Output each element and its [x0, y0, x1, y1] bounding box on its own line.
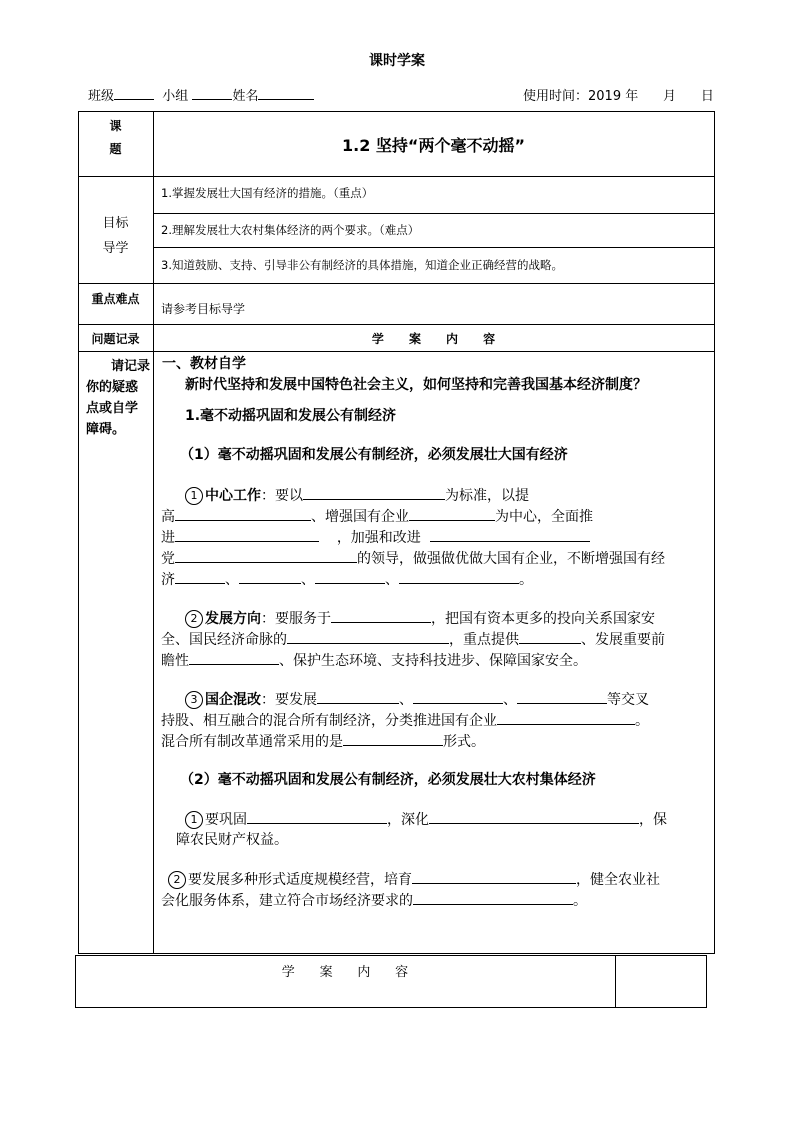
- footer-table-divider: [615, 955, 616, 1007]
- soe-reform-line-2: [161, 709, 649, 730]
- text: 形式。: [443, 734, 485, 750]
- fill-blank[interactable]: [239, 568, 301, 584]
- table-border-right: [714, 111, 715, 953]
- topic-title: 1.2 坚持“两个毫不动摇”: [342, 136, 525, 155]
- table-border-top: [78, 111, 715, 112]
- central-work-line-1: [185, 484, 529, 505]
- circled-number: 2: [185, 610, 203, 628]
- class-label: 班级: [88, 89, 115, 104]
- direction-line-2: [161, 628, 665, 649]
- central-work-line-5: [161, 568, 533, 589]
- footer-table-top: [75, 955, 707, 956]
- central-work-heading: 中心工作: [205, 488, 261, 504]
- subsection-heading: （2）毫不动摇巩固和发展公有制经济，必须发展壮大农村集体经济: [180, 772, 596, 788]
- fill-blank[interactable]: [413, 688, 503, 704]
- fill-blank[interactable]: [247, 808, 387, 824]
- table-rule: [78, 351, 715, 352]
- fill-blank[interactable]: [175, 547, 357, 563]
- text: 。: [635, 713, 649, 729]
- text: 瞻性: [161, 653, 189, 669]
- date-info: [523, 85, 714, 104]
- footer-table-bottom: [75, 1007, 707, 1008]
- footer-content-header: 学 案 内 容: [281, 965, 409, 980]
- table-rule: [78, 176, 715, 177]
- fill-blank[interactable]: [175, 568, 225, 584]
- footer-table-right: [706, 955, 707, 1007]
- text: 为中心，全面推: [495, 509, 593, 525]
- rural-line-1: [185, 808, 667, 829]
- text: 党: [161, 551, 175, 567]
- notes-label: 问题记录: [91, 332, 140, 346]
- text: 、: [225, 572, 239, 588]
- fill-blank[interactable]: [303, 484, 445, 500]
- fill-blank[interactable]: [497, 709, 635, 725]
- text: ，健全农业社: [576, 872, 660, 888]
- fill-blank[interactable]: [409, 505, 495, 521]
- table-rule: [153, 213, 715, 214]
- fill-blank[interactable]: [519, 628, 581, 644]
- direction-line-3: [161, 649, 587, 670]
- text: ：要发展: [261, 692, 317, 708]
- text: 、: [503, 692, 517, 708]
- name-blank[interactable]: [258, 87, 314, 100]
- soe-reform-heading: 国企混改: [205, 692, 261, 708]
- text: 为标准，以提: [445, 488, 529, 504]
- text: 进: [161, 530, 175, 546]
- name-label: 姓名: [232, 89, 259, 104]
- topic-label-line2: 题: [109, 142, 122, 156]
- fill-blank[interactable]: [175, 505, 311, 521]
- soe-reform-line-3: [161, 730, 485, 751]
- goals-label-line2: 导学: [102, 241, 129, 256]
- goal-item-1: 1.掌握发展壮大国有经济的措施。（重点）: [161, 186, 374, 200]
- fill-blank[interactable]: [287, 628, 449, 644]
- date-label: 使用时间：2019 年: [523, 89, 639, 104]
- fill-blank[interactable]: [175, 526, 319, 542]
- fill-blank[interactable]: [317, 688, 399, 704]
- notes-hint-line: 请记录: [110, 359, 150, 374]
- subsection-heading: （1）毫不动摇巩固和发展公有制经济，必须发展壮大国有经济: [180, 447, 568, 463]
- text: 等交叉: [607, 692, 649, 708]
- point-heading: 1.毫不动摇巩固和发展公有制经济: [185, 408, 397, 424]
- text: ，重点提供: [449, 632, 519, 648]
- goal-item-2: 2.理解发展壮大农村集体经济的两个要求。（难点）: [161, 223, 420, 237]
- text: ，深化: [387, 812, 429, 828]
- text: ：要以: [261, 488, 303, 504]
- fill-blank[interactable]: [430, 526, 590, 542]
- class-blank[interactable]: [114, 87, 154, 100]
- fill-blank[interactable]: [189, 649, 279, 665]
- text: 、: [399, 692, 413, 708]
- rural-line-3: [168, 868, 660, 889]
- notes-hint-line: 你的疑惑: [86, 380, 139, 395]
- text: 、发展重要前: [581, 632, 665, 648]
- direction-line-1: [185, 607, 655, 628]
- text: 要发展多种形式适度规模经营，培育: [188, 872, 412, 888]
- text: 、: [385, 572, 399, 588]
- topic-label-line1: 课: [109, 119, 122, 133]
- text: 会化服务体系，建立符合市场经济要求的: [161, 893, 413, 909]
- page-title: 课时学案: [369, 53, 425, 69]
- circled-number: 1: [185, 487, 203, 505]
- topic-label: [78, 117, 153, 157]
- text: ，加强和改进: [336, 530, 421, 546]
- key-points-label: 重点难点: [91, 292, 140, 306]
- fill-blank[interactable]: [399, 568, 519, 584]
- key-points-text: 请参考目标导学: [161, 302, 246, 316]
- text: 的领导，做强做优做大国有企业，不断增强国有经: [357, 551, 665, 567]
- guiding-question: 新时代坚持和发展中国特色社会主义，如何坚持和完善我国基本经济制度？: [185, 377, 647, 393]
- day-label: 日: [700, 89, 714, 104]
- table-rule: [153, 247, 715, 248]
- notes-hint: [86, 356, 150, 440]
- fill-blank[interactable]: [429, 808, 639, 824]
- table-border-bottom: [78, 953, 715, 954]
- circled-number: 2: [168, 871, 186, 889]
- notes-hint-line: 障碍。: [86, 422, 126, 437]
- text: 济: [161, 572, 175, 588]
- month-label: 月: [663, 89, 677, 104]
- central-work-line-2: [161, 505, 593, 526]
- text: 。: [573, 893, 587, 909]
- central-work-line-3: [161, 526, 590, 547]
- goals-label: [78, 212, 153, 256]
- central-work-line-4: [161, 547, 665, 568]
- text: 持股、相互融合的混合所有制经济，分类推进国有企业: [161, 713, 497, 729]
- fill-blank[interactable]: [331, 607, 431, 623]
- soe-reform-line-1: [185, 688, 649, 709]
- text: 要巩固: [205, 812, 247, 828]
- notes-hint-line: 点或自学: [86, 401, 139, 416]
- text: ：要服务于: [261, 611, 331, 627]
- text: ，把国有资本更多的投向关系国家安: [431, 611, 655, 627]
- text: 、保护生态环境、支持科技进步、保障国家安全。: [279, 653, 587, 669]
- text: 、: [301, 572, 315, 588]
- student-info: [88, 85, 314, 104]
- text: 、增强国有企业: [311, 509, 409, 525]
- circled-number: 1: [185, 811, 203, 829]
- rural-line-4: [161, 889, 587, 910]
- text: ，保: [639, 812, 667, 828]
- text: 全、国民经济命脉的: [161, 632, 287, 648]
- fill-blank[interactable]: [517, 688, 607, 704]
- content-header: 学 案 内 容: [371, 332, 496, 346]
- group-label: 小组: [162, 89, 189, 104]
- group-blank[interactable]: [192, 87, 232, 100]
- text: 高: [161, 509, 175, 525]
- text: 。: [519, 572, 533, 588]
- fill-blank[interactable]: [315, 568, 385, 584]
- rural-line-2: [176, 829, 288, 849]
- fill-blank[interactable]: [343, 730, 443, 746]
- fill-blank[interactable]: [412, 868, 576, 884]
- fill-blank[interactable]: [413, 889, 573, 905]
- table-rule: [78, 324, 715, 325]
- circled-number: 3: [185, 691, 203, 709]
- table-col-divider: [153, 111, 154, 953]
- direction-heading: 发展方向: [205, 611, 261, 627]
- table-rule: [78, 283, 715, 284]
- goal-item-3: 3.知道鼓励、支持、引导非公有制经济的具体措施，知道企业正确经营的战略。: [161, 258, 563, 272]
- section-heading: 一、教材自学: [162, 356, 246, 372]
- goals-label-line1: 目标: [102, 216, 129, 231]
- text: 障农民财产权益。: [176, 832, 288, 848]
- text: 混合所有制改革通常采用的是: [161, 734, 343, 750]
